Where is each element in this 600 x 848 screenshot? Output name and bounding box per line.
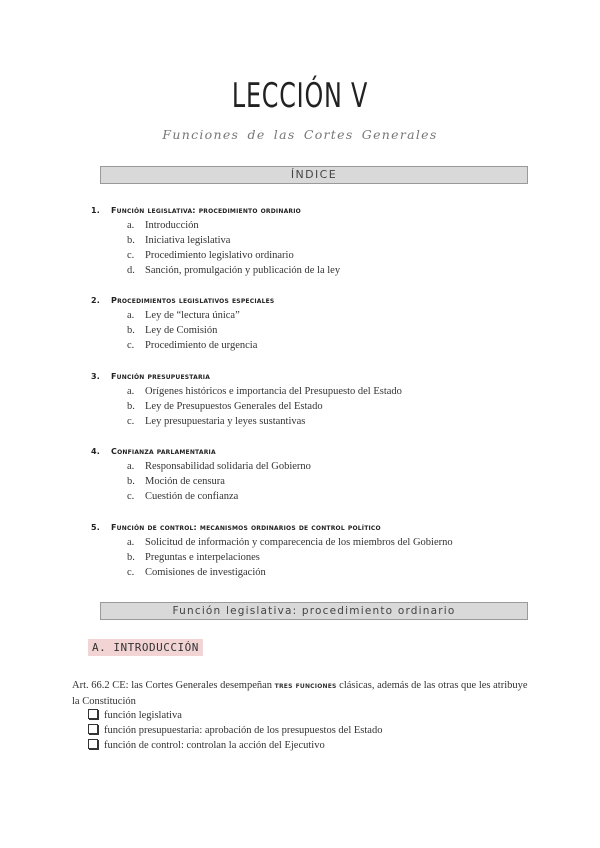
subheading-introduccion: A. INTRODUCCIÓN: [88, 639, 203, 656]
lesson-subtitle: Funciones de las Cortes Generales: [162, 127, 438, 142]
checkbox-bullet-icon: [88, 739, 98, 749]
checkbox-bullet-icon: [88, 724, 98, 734]
section-header: Función legislativa: procedimiento ordinario: [100, 602, 528, 620]
emphasis-text: tres funciones: [274, 681, 337, 690]
toc-item: a. Responsabilidad solidaria del Gobierno: [127, 461, 311, 472]
toc-item: a. Ley de “lectura única”: [127, 310, 240, 321]
toc-item: b. Ley de Comisión: [127, 325, 218, 336]
index-header: ÍNDICE: [100, 166, 528, 184]
toc-item: a. Solicitud de información y comparecencia de los miembros del Gobierno: [127, 537, 453, 548]
lesson-title: LECCIÓN V: [231, 76, 369, 116]
toc-heading: 3. Función presupuestaria: [91, 372, 211, 381]
list-item: función presupuestaria: aprobación de los presupuestos del Estado: [88, 723, 382, 738]
list-item: función de control: controlan la acción del Ejecutivo: [88, 738, 382, 753]
toc-heading: 2. Procedimientos legislativos especiales: [91, 296, 275, 305]
toc-heading: 4. Confianza parlamentaria: [91, 447, 216, 456]
toc-item: c. Ley presupuestaria y leyes sustantivas: [127, 416, 306, 427]
toc-item: b. Preguntas e interpelaciones: [127, 552, 260, 563]
checkbox-bullet-icon: [88, 709, 98, 719]
toc-item: c. Procedimiento de urgencia: [127, 340, 258, 351]
list-item: función legislativa: [88, 708, 382, 723]
toc-item: a. Introducción: [127, 220, 199, 231]
functions-list: [88, 708, 382, 753]
toc-item: d. Sanción, promulgación y publicación de la ley: [127, 265, 341, 276]
toc-item: c. Comisiones de investigación: [127, 567, 266, 578]
toc-heading: 5. Función de control: mecanismos ordinarios de control político: [91, 523, 381, 532]
toc-item: b. Moción de censura: [127, 476, 225, 487]
toc-item: b. Iniciativa legislativa: [127, 235, 231, 246]
toc-heading: 1. Función legislativa: procedimiento ordinario: [91, 206, 301, 215]
toc-item: c. Procedimiento legislativo ordinario: [127, 250, 294, 261]
toc-item: c. Cuestión de confianza: [127, 491, 239, 502]
toc-item: a. Orígenes históricos e importancia del Presupuesto del Estado: [127, 386, 402, 397]
toc-item: b. Ley de Presupuestos Generales del Estado: [127, 401, 323, 412]
intro-paragraph: Art. 66.2 CE: las Cortes Generales desempeñan tres funciones clásicas, además de las otras que les atribuye la Constitución: [72, 680, 528, 707]
